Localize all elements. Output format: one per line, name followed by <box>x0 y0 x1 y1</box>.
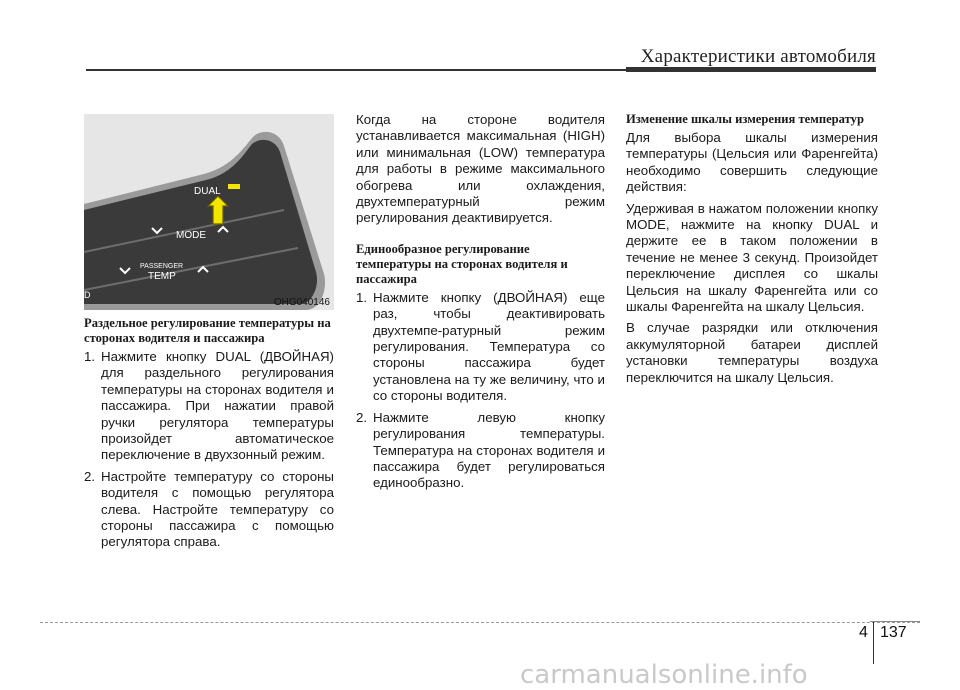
battery-note-paragraph: В случае разрядки или отключения аккумуляторной батареи дисплей установки температуры воздуха переключится на шкалу Цельсия. <box>626 320 878 385</box>
step-number: 1. <box>356 289 368 305</box>
step-text: Настройте температуру со стороны водителя с помощью регулятора слева. Настройте температуру со стороны пассажира с помощью регулятора справа. <box>101 468 334 550</box>
passenger-button-label: PASSENGER <box>140 263 184 270</box>
dual-deactivation-paragraph: Когда на стороне водителя устанавливается максимальная (HIGH) или минимальная (LOW) температура для работы в режиме максимального обогрева или охлаждения, двухтемпературный режим регулирования деактивируется. <box>356 112 605 226</box>
chapter-number: 4 <box>859 624 868 641</box>
footer-divider <box>873 622 874 664</box>
scale-procedure-paragraph: Удерживая в нажатом положении кнопку MODE, нажмите на кнопку DUAL и держите ее в таком положении в течение не менее 3 секунд. Произойдет переключение дисплея со шкалы Цельсия на шкалу Фаренгейта или со шкалы Фаренгейта на шкалу Цельсия. <box>626 200 878 315</box>
steps-list-dual <box>84 349 334 551</box>
step-text: Нажмите кнопку (ДВОЙНАЯ) еще раз, чтобы деактивировать двухтемпе-ратурный режим регулирования. Температура со стороны пассажира будет установлена на ту же величину, что и со стороны водителя. <box>373 289 605 404</box>
section-heading-dual: Раздельное регулирование температуры на сторонах водителя и пассажира <box>84 316 331 345</box>
steps-list-single <box>356 290 605 492</box>
climate-panel-illustration <box>84 114 334 310</box>
mode-button-label: MODE <box>176 230 206 241</box>
column-left <box>84 316 334 556</box>
step-text: Нажмите левую кнопку регулирования температуры. Температура на сторонах водителя и пассажира будет регулироваться единообразно. <box>373 409 605 491</box>
dual-button-label: DUAL <box>194 186 221 197</box>
panel-edge-label: D <box>84 290 91 300</box>
section-heading-single: Единообразное регулирование температуры на сторонах водителя и пассажира <box>356 241 568 286</box>
step-number: 2. <box>84 468 96 484</box>
page-number: 137 <box>880 624 907 641</box>
list-item <box>84 349 334 464</box>
temp-button-label: TEMP <box>148 271 176 282</box>
section-heading-scale: Изменение шкалы измерения температур <box>626 112 864 126</box>
running-header-title: Характеристики автомобиля <box>640 46 876 67</box>
list-item <box>356 290 605 405</box>
figure-code: OHG040146 <box>273 297 330 308</box>
dual-indicator-light <box>228 184 240 189</box>
column-middle <box>356 112 605 497</box>
footer-rule <box>40 622 920 623</box>
footer-rule-accent <box>870 621 920 622</box>
list-item <box>356 410 605 492</box>
step-number: 1. <box>84 349 96 364</box>
scale-intro-paragraph: Для выбора шкалы измерения температуры (Цельсия или Фаренгейта) необходимо совершить следующие действия: <box>626 130 878 195</box>
header-rule-accent <box>626 67 876 72</box>
step-number: 2. <box>356 409 368 425</box>
column-right <box>626 112 878 391</box>
climate-control-figure <box>84 114 334 310</box>
list-item <box>84 469 334 551</box>
watermark: carmanualsonline.info <box>520 660 808 690</box>
step-text: Нажмите кнопку DUAL (ДВОЙНАЯ) для раздельного регулирования температуры на сторонах водителя и пассажира. При нажатии правой ручки регулятора температуры произойдет автоматическое переключение в двухзонный режим. <box>101 349 334 463</box>
